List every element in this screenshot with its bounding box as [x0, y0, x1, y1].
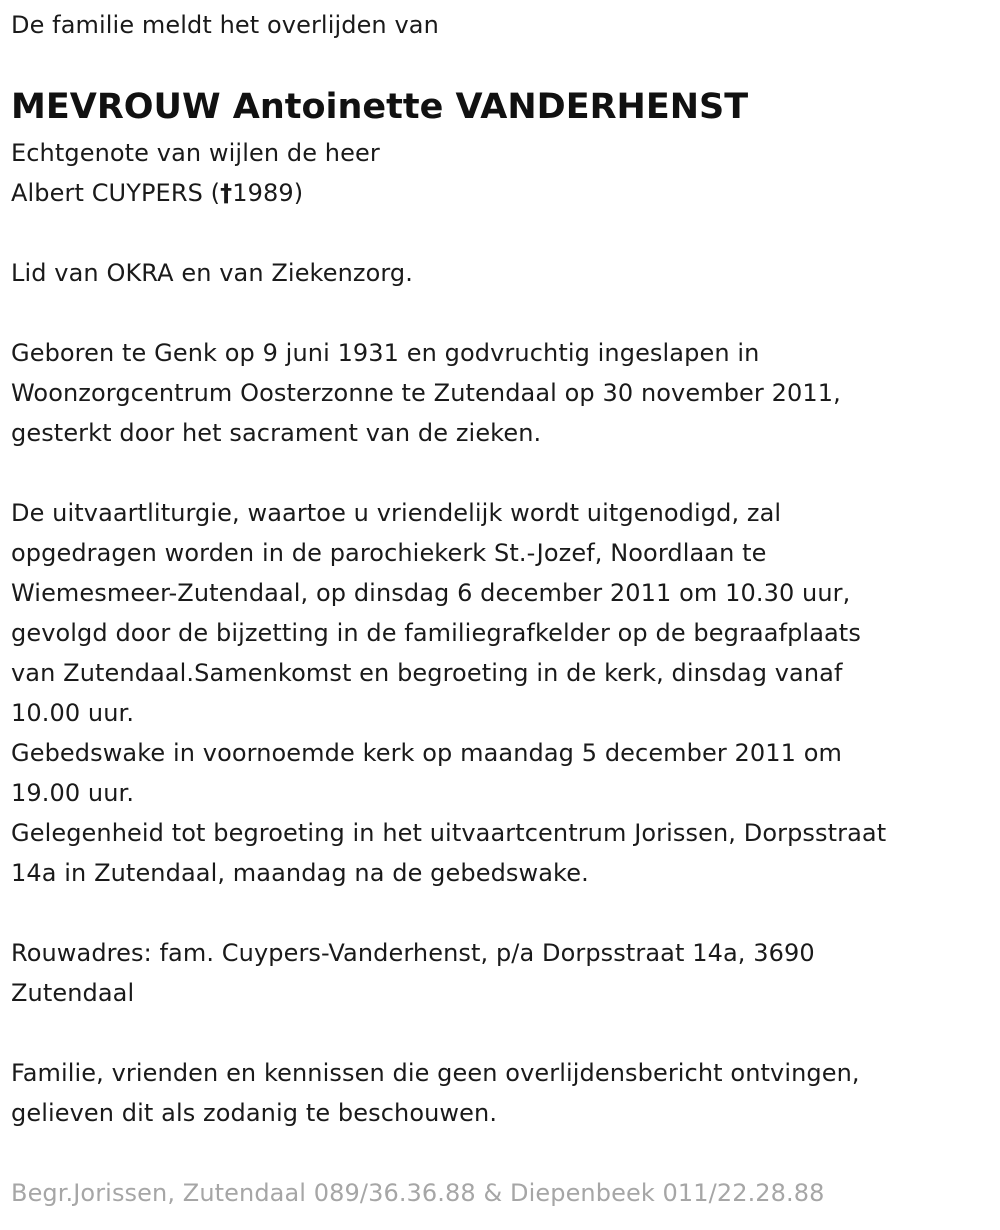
- spouse-death-year: 1989): [232, 179, 304, 207]
- intro-text: De familie meldt het overlijden van: [11, 11, 439, 39]
- paragraph-line: 19.00 uur.: [11, 779, 135, 807]
- death-notice: [11, 0, 991, 1213]
- spacer: [11, 893, 991, 933]
- closing-paragraph: [11, 1053, 991, 1133]
- spacer: [11, 1013, 991, 1053]
- paragraph-line: Rouwadres: fam. Cuypers-Vanderhenst, p/a Dorpsstraat 14a, 3690: [11, 939, 815, 967]
- spacer: [11, 453, 991, 493]
- funeral-paragraph: [11, 493, 991, 893]
- paragraph-line: Geboren te Genk op 9 juni 1931 en godvruchtig ingeslapen in: [11, 339, 760, 367]
- paragraph-line: gelieven dit als zodanig te beschouwen.: [11, 1099, 498, 1127]
- spacer: [11, 213, 991, 253]
- paragraph-line: gevolgd door de bijzetting in de familiegrafkelder op de begraafplaats: [11, 619, 861, 647]
- spouse-line-1: Echtgenote van wijlen de heer: [11, 139, 380, 167]
- spouse-line-2: [11, 173, 991, 213]
- paragraph-line: Zutendaal: [11, 979, 135, 1007]
- paragraph-line: gesterkt door het sacrament van de zieken.: [11, 419, 542, 447]
- funeral-home-footer: Begr.Jorissen, Zutendaal 089/36.36.88 & Diepenbeek 011/22.28.88: [11, 1179, 825, 1207]
- paragraph-line: Wiemesmeer-Zutendaal, op dinsdag 6 december 2011 om 10.30 uur,: [11, 579, 851, 607]
- spacer: [11, 1133, 991, 1173]
- paragraph-line: Gelegenheid tot begroeting in het uitvaartcentrum Jorissen, Dorpsstraat: [11, 819, 887, 847]
- paragraph-line: Woonzorgcentrum Oosterzonne te Zutendaal op 30 november 2011,: [11, 379, 841, 407]
- paragraph-line: 10.00 uur.: [11, 699, 135, 727]
- spouse-name: Albert CUYPERS (: [11, 179, 221, 207]
- paragraph-line: De uitvaartliturgie, waartoe u vriendelijk wordt uitgenodigd, zal: [11, 499, 782, 527]
- paragraph-line: Gebedswake in voornoemde kerk op maandag 5 december 2011 om: [11, 739, 843, 767]
- deceased-name: MEVROUW Antoinette VANDERHENST: [11, 87, 749, 127]
- spacer: [11, 293, 991, 333]
- address-paragraph: [11, 933, 991, 1013]
- paragraph-line: opgedragen worden in de parochiekerk St.-Jozef, Noordlaan te: [11, 539, 767, 567]
- paragraph-line: 14a in Zutendaal, maandag na de gebedswake.: [11, 859, 589, 887]
- cross-icon: †: [220, 179, 233, 207]
- birth-paragraph: [11, 333, 991, 453]
- paragraph-line: van Zutendaal.Samenkomst en begroeting in de kerk, dinsdag vanaf: [11, 659, 843, 687]
- membership-text: Lid van OKRA en van Ziekenzorg.: [11, 259, 413, 287]
- paragraph-line: Familie, vrienden en kennissen die geen overlijdensbericht ontvingen,: [11, 1059, 860, 1087]
